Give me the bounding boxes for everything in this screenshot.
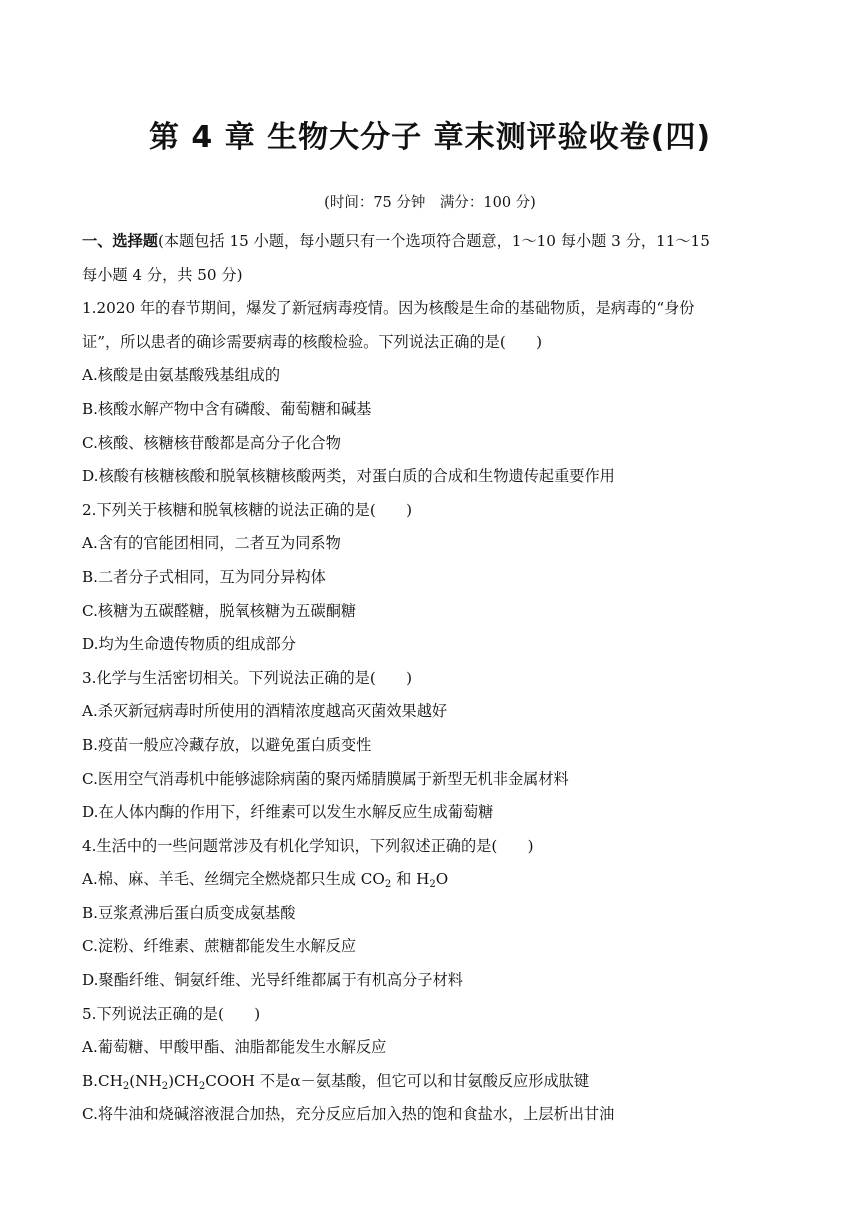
question-2-option-a: A.含有的官能团相同，二者互为同系物 [82,534,341,553]
question-2-stem: 2.下列关于核糖和脱氧核糖的说法正确的是( ) [82,500,413,519]
question-3-option-a: A.杀灭新冠病毒时所使用的酒精浓度越高灭菌效果越好 [82,702,448,721]
q4a-text-3: O [435,870,449,889]
question-3-option-d: D.在人体内酶的作用下，纤维素可以发生水解反应生成葡萄糖 [82,803,494,822]
question-4-option-a [82,863,782,897]
question-1-option-b: B.核酸水解产物中含有磷酸、葡萄糖和碱基 [82,399,372,418]
question-4-stem: 4.生活中的一些问题常涉及有机化学知识，下列叙述正确的是( ) [82,836,534,855]
question-1-option-a: A.核酸是由氨基酸残基组成的 [82,366,281,385]
question-1-option-c: C.核酸、核糖核苷酸都是高分子化合物 [82,433,341,452]
q4a-text-2: 和 H [391,870,430,889]
question-5-option-b [82,1065,782,1099]
question-3-stem: 3.化学与生活密切相关。下列说法正确的是( ) [82,668,413,687]
q5b-subscript-3: 2 [198,1080,206,1092]
exam-time-score: (时间：75 分钟 满分：100 分) [324,195,536,211]
question-1-option-d: D.核酸有核糖核酸和脱氧核糖核酸两类，对蛋白质的合成和生物遗传起重要作用 [82,467,615,486]
question-4-option-d: D.聚酯纤维、铜氨纤维、光导纤维都属于有机高分子材料 [82,971,463,990]
question-2-option-c: C.核糖为五碳醛糖，脱氧核糖为五碳酮糖 [82,601,357,620]
section-heading-line [82,225,782,259]
question-1-stem-cont: 证”，所以患者的确诊需要病毒的核酸检验。下列说法正确的是( ) [82,332,543,351]
q5b-subscript-2: 2 [161,1080,169,1092]
question-3-option-c: C.医用空气消毒机中能够滤除病菌的聚丙烯腈膜属于新型无机非金属材料 [82,769,569,788]
q4a-subscript-1: 2 [384,879,392,891]
question-5-stem: 5.下列说法正确的是( ) [82,1004,261,1023]
question-2-option-b: B.二者分子式相同，互为同分异构体 [82,567,326,586]
q4a-subscript-2: 2 [429,879,436,891]
question-5-option-c: C.将牛油和烧碱溶液混合加热，充分反应后加入热的饱和食盐水，上层析出甘油 [82,1105,615,1124]
question-4-option-c: C.淀粉、纤维素、蔗糖都能发生水解反应 [82,937,357,956]
question-5-option-a: A.葡萄糖、甲酸甲酯、油脂都能发生水解反应 [82,1038,387,1057]
page-title: 第 4 章 生物大分子 章末测评验收卷(四) [148,120,712,155]
q5b-text-2: (NH [129,1071,162,1090]
q4a-text-1: A.棉、麻、羊毛、丝绸完全燃烧都只生成 CO [82,870,385,889]
q5b-text-1: B.CH [82,1071,123,1090]
question-4-option-b: B.豆浆煮沸后蛋白质变成氨基酸 [82,903,296,922]
question-body [82,225,782,1132]
q5b-text-4: COOH 不是α－氨基酸，但它可以和甘氨酸反应形成肽键 [205,1071,590,1090]
question-2-option-d: D.均为生命遗传物质的组成部分 [82,635,296,654]
question-1-stem: 1.2020 年的春节期间，爆发了新冠病毒疫情。因为核酸是生命的基础物质，是病毒的“身份 [82,299,695,318]
question-3-option-b: B.疫苗一般应冷藏存放，以避免蛋白质变性 [82,735,372,754]
section-heading: 一、选择题 [82,232,158,250]
q5b-text-3: )CH [168,1071,199,1090]
q5b-subscript-1: 2 [122,1080,130,1092]
section-description: (本题包括 15 小题，每小题只有一个选项符合题意，1～10 每小题 3 分，11～15 [157,232,710,250]
section-description-cont: 每小题 4 分，共 50 分) [82,265,243,284]
